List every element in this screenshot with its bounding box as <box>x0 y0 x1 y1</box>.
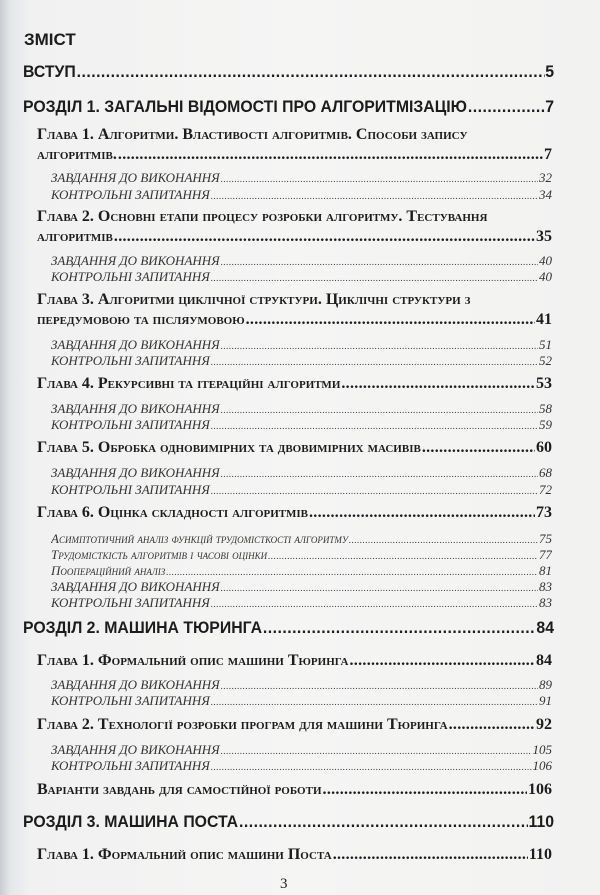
toc-entry-chapter[interactable] <box>37 504 552 522</box>
leader-dots <box>211 271 538 284</box>
toc-entry-title: Асимптотичний аналіз функцій трудомісткості алгоритму <box>51 531 348 546</box>
leader-dots <box>221 467 538 480</box>
toc-entry-title: КОНТРОЛЬНІ ЗАПИТАННЯ <box>51 353 210 368</box>
toc-entry-title: алгоритмів. <box>37 146 117 163</box>
toc-entry-subsection[interactable] <box>51 417 552 432</box>
leader-dots <box>221 255 538 268</box>
toc-entry-title: КОНТРОЛЬНІ ЗАПИТАННЯ <box>51 693 210 708</box>
toc-entry-chapter[interactable] <box>37 146 552 164</box>
leader-dots <box>246 311 535 329</box>
toc-entry-chapter[interactable] <box>37 311 552 329</box>
leader-dots <box>350 652 536 670</box>
leader-dots <box>211 419 538 432</box>
leader-dots <box>114 228 535 246</box>
leader-dots <box>77 62 545 82</box>
toc-chapter-title-line: Глава 2. Основні етапи процесу розробки алгоритму. Тестування <box>37 208 488 225</box>
toc-entry-subsection[interactable] <box>51 595 552 610</box>
toc-entry-chapter[interactable] <box>37 439 552 457</box>
toc-entry-title: КОНТРОЛЬНІ ЗАПИТАННЯ <box>51 758 210 773</box>
toc-entry-chapter[interactable] <box>37 652 552 670</box>
toc-entry-subsection[interactable] <box>51 742 552 757</box>
toc-entry-title: КОНТРОЛЬНІ ЗАПИТАННЯ <box>51 269 210 284</box>
toc-entry-page: 40 <box>539 269 552 284</box>
toc-entry-chapter[interactable] <box>37 375 552 393</box>
toc-entry-title: ЗАВДАННЯ ДО ВИКОНАННЯ <box>51 742 220 757</box>
toc-chapter-title-line: Глава 1. Алгоритми. Властивості алгоритмів. Способи запису <box>37 126 468 143</box>
toc-entry-subsection[interactable] <box>51 253 552 268</box>
leader-dots <box>166 565 538 578</box>
toc-entry-page: 91 <box>539 693 552 708</box>
leader-dots <box>118 146 543 164</box>
toc-entry-subsection[interactable] <box>51 269 552 284</box>
toc-entry-title: Глава 1. Формальний опис машини Поста <box>37 846 332 863</box>
toc-entry-title: передумовою та післяумовою <box>37 311 245 328</box>
toc-entry-page: 81 <box>539 563 552 578</box>
toc-entry-title: ЗАВДАННЯ ДО ВИКОНАННЯ <box>51 337 220 352</box>
leader-dots <box>422 439 535 457</box>
toc-entry-title: ЗАВДАННЯ ДО ВИКОНАННЯ <box>51 579 220 594</box>
toc-entry-section[interactable] <box>23 62 554 82</box>
toc-entry-title: Глава 4. Рекурсивні та ітераційні алгоритми <box>37 375 341 392</box>
toc-entry-title: РОЗДІЛ 3. МАШИНА ПОСТА <box>23 812 239 831</box>
toc-entry-page: 60 <box>536 439 552 456</box>
toc-entry-subsection[interactable] <box>51 170 552 185</box>
toc-entry-title: Глава 1. Формальний опис машини Тюринга <box>37 652 349 669</box>
leader-dots <box>211 695 538 708</box>
leader-dots <box>268 549 538 562</box>
toc-entry-page: 59 <box>539 417 552 432</box>
toc-entry-page: 7 <box>545 97 555 116</box>
toc-entry-page: 51 <box>539 337 552 352</box>
leader-dots <box>349 533 538 546</box>
leader-dots <box>449 716 535 734</box>
toc-entry-title: Поопераційний аналіз <box>51 563 166 578</box>
leader-dots <box>341 375 535 393</box>
toc-entry-page: 5 <box>545 62 555 81</box>
toc-entry-page: 72 <box>539 482 552 497</box>
toc-entry-page: 110 <box>528 846 552 863</box>
toc-entry-title: ЗАВДАННЯ ДО ВИКОНАННЯ <box>51 401 220 416</box>
toc-entry-title: КОНТРОЛЬНІ ЗАПИТАННЯ <box>51 595 210 610</box>
toc-entry-section[interactable] <box>23 618 554 638</box>
toc-entry-title: ЗАВДАННЯ ДО ВИКОНАННЯ <box>51 465 220 480</box>
leader-dots <box>211 484 538 497</box>
toc-entry-page: 106 <box>528 781 552 798</box>
leader-dots <box>323 781 527 799</box>
leader-dots <box>211 189 538 202</box>
toc-entry-title: РОЗДІЛ 2. МАШИНА ТЮРИНГА <box>23 618 262 637</box>
toc-entry-section[interactable] <box>23 812 554 832</box>
leader-dots <box>221 172 538 185</box>
toc-entry-page: 89 <box>539 677 552 692</box>
leader-dots <box>221 403 538 416</box>
toc-entry-subsection[interactable] <box>51 758 552 773</box>
toc-chapter-title-line: Глава 3. Алгоритми циклічної структури. Циклічні структури з <box>37 291 471 308</box>
toc-entry-page: 7 <box>544 146 552 163</box>
toc-entry-page: 41 <box>536 311 552 328</box>
toc-entry-title: РОЗДІЛ 1. ЗАГАЛЬНІ ВІДОМОСТІ ПРО АЛГОРИТМІЗАЦІЮ <box>23 97 467 116</box>
toc-entry-page: 83 <box>539 595 552 610</box>
page-number: 3 <box>280 876 288 892</box>
toc-entry-section[interactable] <box>23 97 554 117</box>
toc-entry-title: КОНТРОЛЬНІ ЗАПИТАННЯ <box>51 417 210 432</box>
toc-entry-chapter[interactable] <box>37 781 552 799</box>
toc-entry-subsection[interactable] <box>51 579 552 594</box>
leader-dots <box>239 812 528 832</box>
toc-entry-title: ЗАВДАННЯ ДО ВИКОНАННЯ <box>51 253 220 268</box>
toc-entry-subsection[interactable] <box>51 187 552 202</box>
toc-entry-page: 40 <box>539 253 552 268</box>
leader-dots <box>263 618 536 638</box>
toc-entry-subsection[interactable] <box>51 547 552 562</box>
toc-entry-subsection[interactable] <box>51 482 552 497</box>
toc-entry-page: 53 <box>536 375 552 392</box>
toc-entry-title: Глава 5. Обробка одновимірних та двовимірних масивів <box>37 439 421 456</box>
toc-entry-title: алгоритмів <box>37 228 113 245</box>
toc-entry-page: 83 <box>539 579 552 594</box>
toc-entry-subsection[interactable] <box>51 401 552 416</box>
toc-entry-title: ЗАВДАННЯ ДО ВИКОНАННЯ <box>51 677 220 692</box>
toc-entry-subsection[interactable] <box>51 353 552 368</box>
leader-dots <box>221 679 538 692</box>
toc-entry-title: КОНТРОЛЬНІ ЗАПИТАННЯ <box>51 482 210 497</box>
toc-entry-page: 105 <box>532 742 552 757</box>
leader-dots <box>211 355 538 368</box>
toc-entry-page: 34 <box>539 187 552 202</box>
toc-heading: ЗМІСТ <box>24 30 76 49</box>
toc-entry-page: 35 <box>536 228 552 245</box>
toc-entry-title: Глава 6. Оцінка складності алгоритмів <box>37 504 308 521</box>
toc-entry-subsection[interactable] <box>51 465 552 480</box>
toc-entry-title: ВСТУП <box>23 62 76 81</box>
toc-entry-title: КОНТРОЛЬНІ ЗАПИТАННЯ <box>51 187 210 202</box>
toc-entry-chapter[interactable] <box>37 716 552 734</box>
toc-entry-page: 77 <box>539 547 552 562</box>
toc-entry-page: 58 <box>539 401 552 416</box>
toc-entry-page: 106 <box>532 758 552 773</box>
leader-dots <box>221 339 538 352</box>
toc-entry-title: ЗАВДАННЯ ДО ВИКОНАННЯ <box>51 170 220 185</box>
leader-dots <box>309 504 535 522</box>
toc-entry-page: 68 <box>539 465 552 480</box>
toc-entry-chapter[interactable] <box>37 846 552 864</box>
toc-entry-page: 84 <box>536 652 552 669</box>
toc-entry-page: 92 <box>536 716 552 733</box>
toc-entry-subsection[interactable] <box>51 337 552 352</box>
leader-dots <box>211 597 538 610</box>
toc-entry-subsection[interactable] <box>51 531 552 546</box>
leader-dots <box>221 581 538 594</box>
toc-entry-title: Варіанти завдань для самостійної роботи <box>37 781 322 798</box>
toc-entry-page: 110 <box>528 812 555 831</box>
toc-entry-subsection[interactable] <box>51 677 552 692</box>
toc-entry-page: 52 <box>539 353 552 368</box>
toc-entry-title: Трудомісткість алгоритмів і часові оцінки <box>51 547 268 562</box>
toc-entry-subsection[interactable] <box>51 693 552 708</box>
toc-entry-page: 32 <box>539 170 552 185</box>
toc-entry-subsection[interactable] <box>51 563 552 578</box>
toc-entry-page: 84 <box>536 618 555 637</box>
toc-entry-chapter[interactable] <box>37 228 552 246</box>
leader-dots <box>333 846 528 864</box>
toc-entry-page: 75 <box>539 531 552 546</box>
leader-dots <box>468 97 544 117</box>
toc-entry-title: Глава 2. Технології розробки програм для машини Тюринга <box>37 716 448 733</box>
leader-dots <box>211 760 532 773</box>
toc-entry-page: 73 <box>536 504 552 521</box>
leader-dots <box>221 744 532 757</box>
